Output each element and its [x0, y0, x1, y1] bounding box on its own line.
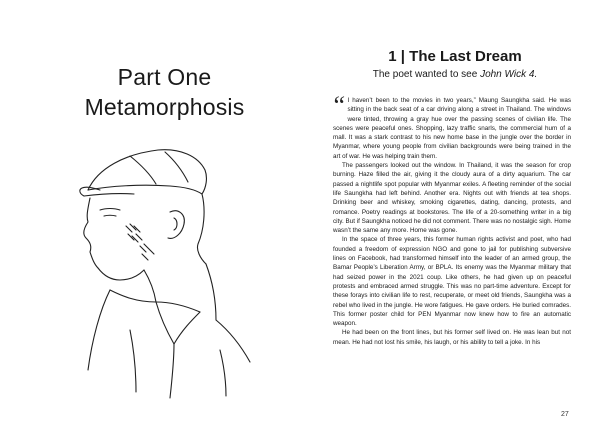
chapter-heading: [340, 47, 570, 82]
paragraph: The passengers looked out the window. In Thailand, it was the season for crop burning. Haze filled the air, giving it the cloudy aura of a dirty aquarium. The car passed a nightlife spot popular with Myanmar exiles. A fleeting reminder of the social life Saungkha had left behind. Another era. Nights out with friends at tea shops. Drinking beer and whiskey, smoking cigarettes, dating, dancing, protests, and romance. Poetry readings at bookstores. The life of a 20-something writer in a big city. But if Saungkha noticed he did not comment. There was no nostalgic sigh. Home wasn’t the same any more. Home was gone.: [333, 162, 571, 235]
paragraph: [331, 91, 571, 161]
paragraph: In the space of three years, this former human rights activist and poet, who had founded a freedom of expression NGO and gone to jail for publishing subversive lines on Facebook, had transformed himself into the leader of an armed group, the Bamar People’s Liberation Army, or BPLA. Its enemy was the Myanmar military that had seized power in the 2021 coup. Like others, he had given up on peaceful protests and embraced armed struggle. This was no part-time adventure. Except for these forays into civilian life to rest, recuperate, or meet old friends, Saungkha was a rebel who lived in the jungle. He wore fatigues. He gave orders. He buried comrades. This former poster child for PEN Myanmar now knew how to fire an automatic weapon.: [333, 236, 571, 328]
part-label: Part One: [117, 64, 212, 90]
drop-quote-mark: “: [331, 91, 346, 120]
chapter-title: 1 | The Last Dream: [388, 48, 522, 65]
paragraph: He had been on the front lines, but his former self lived on. He was lean but not mean. He had not lost his smile, his laugh, or his ability to tell a joke. In his: [333, 329, 571, 346]
subtitle-emphasis: John Wick 4.: [480, 69, 538, 80]
part-name: Metamorphosis: [84, 94, 245, 120]
page-number: 27: [561, 411, 569, 418]
chapter-body: [331, 91, 571, 347]
portrait-sketch: [70, 130, 270, 400]
paragraph-text: I haven’t been to the movies in two years,” Maung Saungkha said. He was sitting in the back seat of a car driving along a street in Thailand. The windows were tinted, throwing a gray hue over the passing scenes of civilian life. The scenes were peaceful ones. Shopping, lazy traffic snarls, the commercial hum of a mall. It was a stark contrast to his new home base in the jungle over the border in Myanmar, where young people from civilian backgrounds were being trained in the art of war. He was helping train them.: [333, 97, 571, 160]
part-title: [62, 62, 267, 122]
chapter-subtitle: [340, 68, 570, 82]
subtitle-text: The poet wanted to see: [372, 69, 481, 80]
